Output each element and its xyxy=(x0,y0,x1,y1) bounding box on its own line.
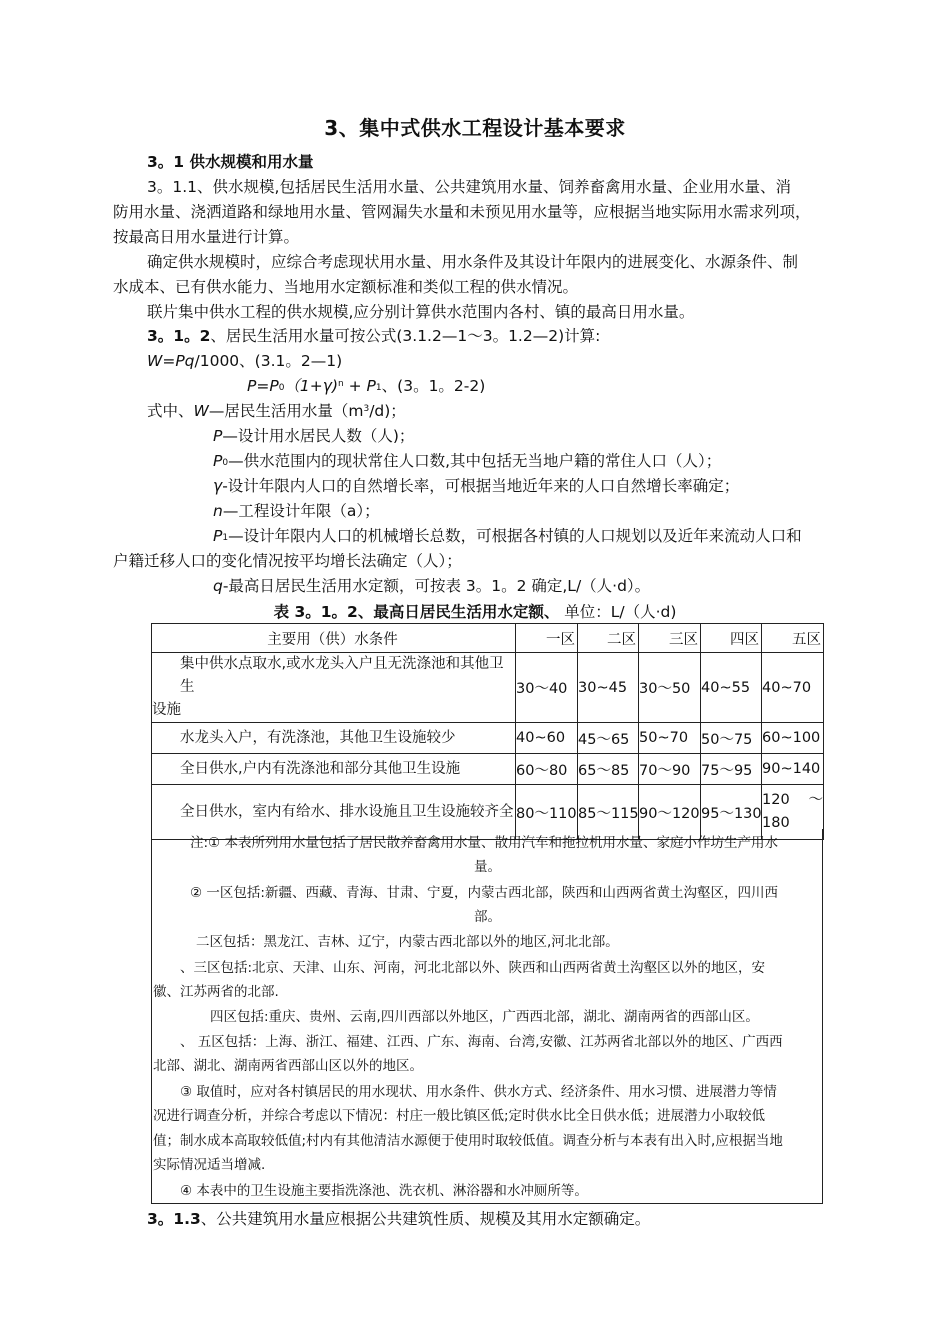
table-cell: 120 ～ 180 xyxy=(762,785,824,840)
clause-3-1-2 xyxy=(147,324,600,348)
clause-text: 、公共建筑用水量应根据公共建筑性质、规模及其用水定额确定。 xyxy=(200,1210,651,1228)
note-line: 、三区包括:北京、天津、山东、河南，河北北部以外、陕西和山西两省黄土沟壑区以外的地区，安 xyxy=(180,960,766,976)
definition-superscript: 3 xyxy=(363,404,370,414)
clause-number: 3。1。2 xyxy=(147,327,211,345)
table-cell: 65～85 xyxy=(578,754,639,785)
table-cell: 50~70 xyxy=(639,723,701,754)
definition-p xyxy=(213,424,414,448)
table-cell: 40~60 xyxy=(516,723,578,754)
table-header-row xyxy=(152,624,824,653)
condition-line: 设施 xyxy=(152,702,181,718)
definition-gamma xyxy=(213,474,739,498)
table-caption-title: 表 3。1。2、最高日居民生活用水定额、 xyxy=(273,603,560,621)
table-cell: 30～50 xyxy=(639,653,701,723)
clause-number: 3。1.3 xyxy=(147,1210,201,1228)
formula-var: W=Pq xyxy=(147,352,195,370)
table-caption-unit: 单位：L/（人·d) xyxy=(559,603,677,621)
note-line: ④ 本表中的卫生设施主要指洗涤池、洗衣机、淋浴器和水冲厕所等。 xyxy=(180,1183,588,1199)
note-line: ③ 取值时，应对各村镇居民的用水现状、用水条件、供水方式、经济条件、用水习惯、进展潜力等情 xyxy=(180,1084,777,1100)
note-line: ② 一区包括:新疆、西藏、青海、甘肃、宁夏，内蒙古西北部，陕西和山西两省黄土沟壑区，四川西 xyxy=(190,885,778,901)
table-row xyxy=(152,653,824,723)
formula-var: （1+γ) xyxy=(284,377,338,395)
section-heading: 3。1 供水规模和用水量 xyxy=(147,153,314,171)
table-cell: 50～75 xyxy=(701,723,762,754)
definition-text: 式中、 xyxy=(147,402,194,420)
paragraph-line: 3。1.1、供水规模,包括居民生活用水量、公共建筑用水量、饲养畜禽用水量、企业用水量、消 xyxy=(147,178,791,196)
clause-3-1-3 xyxy=(147,1207,650,1231)
table-cell-condition xyxy=(152,754,516,785)
condition-line: 全日供水，室内有给水、排水设施且卫生设施较齐全 xyxy=(180,803,514,820)
definition-q xyxy=(213,574,650,598)
table-header-cell: 五区 xyxy=(762,624,824,653)
note-line: 量。 xyxy=(474,859,501,875)
table-header-cell: 一区 xyxy=(516,624,578,653)
table-row xyxy=(152,723,824,754)
condition-line: 水龙头入户，有洗涤池，其他卫生设施较少 xyxy=(180,729,456,746)
formula-2 xyxy=(247,374,485,398)
definition-subscript: 1 xyxy=(222,533,229,543)
water-quota-table xyxy=(151,623,824,840)
definition-text: —供水范围内的现状常住人口数,其中包括无当地户籍的常住人口（人）； xyxy=(228,452,722,470)
definition-p1 xyxy=(213,524,802,548)
table-cell-condition xyxy=(152,723,516,754)
table-cell: 95～130 xyxy=(701,785,762,840)
note-line: 、 五区包括：上海、浙江、福建、江西、广东、海南、台湾,安徽、江苏两省北部以外的地区、广西西 xyxy=(180,1034,783,1050)
definition-text: /d)； xyxy=(369,402,406,420)
table-cell: 70～90 xyxy=(639,754,701,785)
table-cell: 60~100 xyxy=(762,723,824,754)
formula-subscript: 1 xyxy=(375,383,382,393)
paragraph-line: 确定供水规模时，应综合考虑现状用水量、用水条件及其设计年限内的进展变化、水源条件、制 xyxy=(147,253,799,271)
table-cell-condition xyxy=(152,653,516,723)
paragraph-line: 联片集中供水工程的供水规模,应分别计算供水范围内各村、镇的最高日用水量。 xyxy=(147,303,695,321)
definition-var: P xyxy=(213,527,223,545)
note-line: 四区包括:重庆、贵州、云南,四川西部以外地区，广西西北部，湖北、湖南两省的西部山区。 xyxy=(210,1009,759,1025)
note-line: 值；制水成本高取较低值;村内有其他清洁水源便于使用时取较低值。调查分析与本表有出入时,应根据当地 xyxy=(153,1133,783,1149)
table-caption xyxy=(0,600,950,622)
table-cell: 30~45 xyxy=(578,653,639,723)
table-cell: 85～115 xyxy=(578,785,639,840)
note-line: 况进行调查分析，并综合考虑以下情况：村庄一般比镇区低;定时供水比全日供水低；进展潜力小取较低 xyxy=(153,1108,766,1124)
table-cell: 90~140 xyxy=(762,754,824,785)
formula-var: + P xyxy=(343,377,376,395)
definition-var: n xyxy=(213,502,223,520)
table-header-cell: 三区 xyxy=(639,624,701,653)
page-title: 3、集中式供水工程设计基本要求 xyxy=(324,116,626,140)
definition-w xyxy=(147,399,406,423)
paragraph-line: 防用水量、浇洒道路和绿地用水量、管网漏失水量和未预见用水量等，应根据当地实际用水需求列项， xyxy=(113,203,811,221)
definition-p0 xyxy=(213,449,721,473)
table-cell: 30～40 xyxy=(516,653,578,723)
formula-text: /1000、(3.1。2—1) xyxy=(194,352,343,370)
formula-subscript: 0 xyxy=(278,383,285,393)
definition-text: —工程设计年限（a）； xyxy=(222,502,380,520)
table-cell: 60～80 xyxy=(516,754,578,785)
table-row xyxy=(152,754,824,785)
table-cell: 45～65 xyxy=(578,723,639,754)
table-cell: 40~70 xyxy=(762,653,824,723)
formula-var: P=P xyxy=(247,377,279,395)
definition-var: W xyxy=(193,402,209,420)
table-notes xyxy=(151,829,823,1204)
definition-var: q xyxy=(213,577,223,595)
definition-p1-cont: 户籍迁移人口的变化情况按平均增长法确定（人）； xyxy=(113,552,462,570)
clause-text: 、居民生活用水量可按公式(3.1.2—1～3。1.2—2)计算: xyxy=(210,327,601,345)
table-header-cell: 主要用（供）水条件 xyxy=(152,624,516,653)
table-cell: 75～95 xyxy=(701,754,762,785)
table-cell: 90～120 xyxy=(639,785,701,840)
definition-n xyxy=(213,499,380,523)
definition-text: —居民生活用水量（m xyxy=(208,402,364,420)
paragraph-line: 按最高日用水量进行计算。 xyxy=(113,228,300,246)
formula-1 xyxy=(147,349,342,373)
table-header-cell: 四区 xyxy=(701,624,762,653)
definition-text: -设计年限内人口的自然增长率，可根据当地近年来的人口自然增长率确定； xyxy=(222,477,740,495)
table-cell: 40~55 xyxy=(701,653,762,723)
definition-text: —设计用水居民人数（人)； xyxy=(222,427,415,445)
condition-line: 集中供水点取水,或水龙头入户且无洗涤池和其他卫生 xyxy=(180,656,504,695)
note-line: 注:① 本表所列用水量包括了居民散养畜禽用水量、散用汽车和拖拉机用水量、家庭小作坊生产用水 xyxy=(190,835,778,851)
definition-var: P xyxy=(213,452,223,470)
definition-text: -最高日居民生活用水定额，可按表 3。1。2 确定,L/（人·d）。 xyxy=(222,577,651,595)
table-header-cell: 二区 xyxy=(578,624,639,653)
definition-subscript: 0 xyxy=(222,458,229,468)
note-line: 二区包括：黑龙江、吉林、辽宁，内蒙古西北部以外的地区,河北北部。 xyxy=(196,934,619,950)
formula-text: 、(3。1。2-2) xyxy=(381,377,486,395)
paragraph-line: 水成本、已有供水能力、当地用水定额标准和类似工程的供水情况。 xyxy=(113,278,579,296)
note-line: 部。 xyxy=(474,909,501,925)
note-line: 徽、江苏两省的北部. xyxy=(153,984,279,1000)
definition-var: γ xyxy=(213,477,223,495)
note-line: 北部、湖北、湖南两省西部山区以外的地区。 xyxy=(153,1058,423,1074)
definition-text: —设计年限内人口的机械增长总数，可根据各村镇的人口规划以及近年来流动人口和 xyxy=(228,527,802,545)
note-line: 实际情况适当增减. xyxy=(153,1157,266,1173)
condition-line: 全日供水,户内有洗涤池和部分其他卫生设施 xyxy=(180,760,461,777)
definition-var: P xyxy=(213,427,223,445)
table-cell: 80～110 xyxy=(516,785,578,840)
formula-superscript: n xyxy=(338,379,344,389)
